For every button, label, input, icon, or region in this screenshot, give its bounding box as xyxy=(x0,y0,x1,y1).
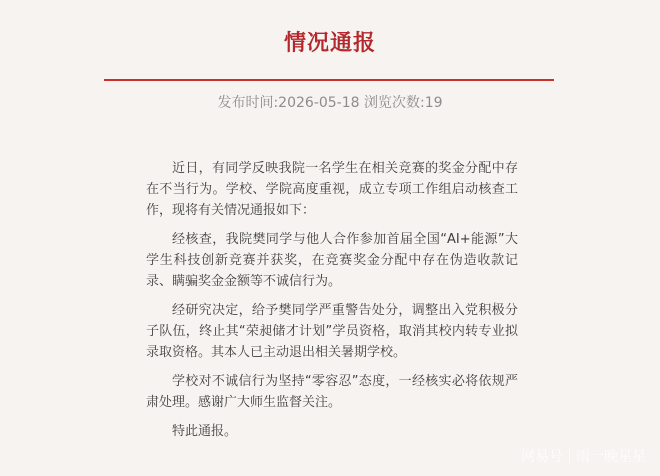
body-paragraph-2: 经核查，我院樊同学与他人合作参加首届全国“AI+能源”大学生科技创新竞赛并获奖，在竞赛奖金分配中存在伪造收款记录、瞒骗奖金金额等不诚信行为。 xyxy=(146,232,518,289)
page-title: 情况通报 xyxy=(283,31,376,56)
body-paragraph-5: 特此通报。 xyxy=(172,424,238,439)
watermark-divider xyxy=(569,449,570,463)
body-paragraph-1: 近日，有同学反映我院一名学生在相关竞赛的奖金分配中存在不当行为。学校、学院高度重视，成立专项工作组启动核查工作，现将有关情况通报如下： xyxy=(146,161,518,218)
title-divider xyxy=(104,79,554,81)
notice-body xyxy=(146,158,518,450)
watermark xyxy=(521,446,646,466)
body-paragraph-4: 学校对不诚信行为坚持“零容忍”态度，一经核实必将依规严肃处理。感谢广大师生监督关注。 xyxy=(146,374,518,410)
publish-meta: 发布时间:2026-05-18 浏览次数:19 xyxy=(217,95,443,111)
watermark-right: 雨一晚星星 xyxy=(576,449,646,465)
watermark-left: 网易号 xyxy=(521,449,563,465)
body-paragraph-3: 经研究决定，给予樊同学严重警告处分，调整出入党积极分子队伍，终止其“荣昶储才计划”学员资格，取消其校内转专业拟录取资格。其本人已主动退出相关暑期学校。 xyxy=(146,303,518,360)
